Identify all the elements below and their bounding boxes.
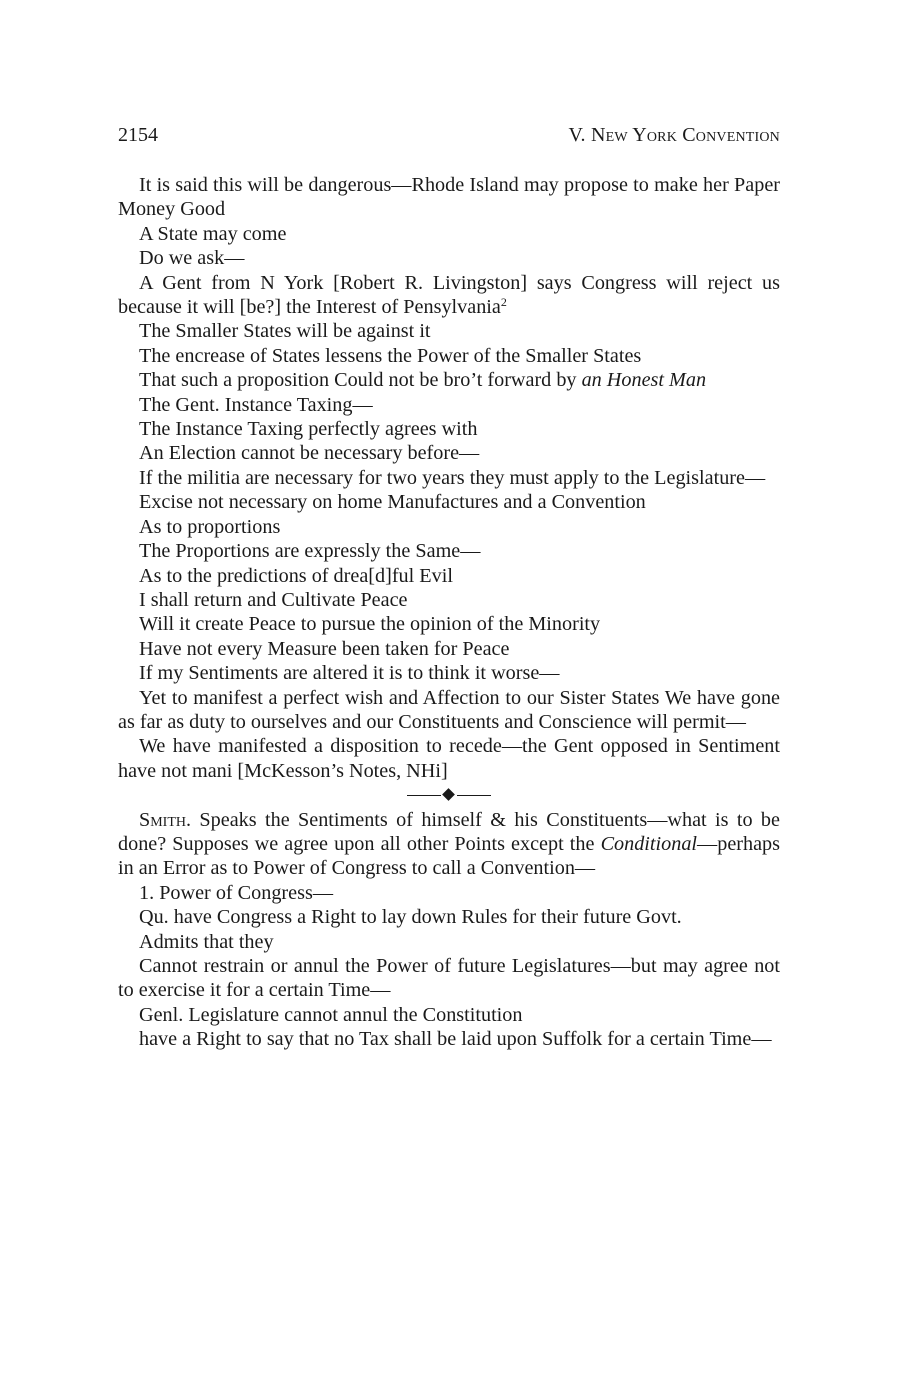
paragraph bbox=[118, 808, 780, 881]
paragraph-text: A Gent from N York [Robert R. Livingston] says Congress will reject us because it will [be?] the Interest of Pensylvania bbox=[118, 271, 780, 319]
paragraph: have a Right to say that no Tax shall be laid upon Suffolk for a certain Time— bbox=[139, 1028, 772, 1051]
paragraph: A State may come bbox=[139, 222, 287, 245]
divider-rule-right bbox=[457, 795, 491, 796]
paragraph: The Gent. Instance Taxing— bbox=[139, 393, 373, 416]
section-title: V. New York Convention bbox=[568, 124, 780, 146]
paragraph-text: —perhaps in an Error as to Power of Congress to call a Convention— bbox=[118, 832, 780, 880]
paragraph: It is said this will be dangerous—Rhode Island may propose to make her Paper Money Good bbox=[118, 174, 780, 221]
paragraph: Genl. Legislature cannot annul the Constitution bbox=[139, 1003, 523, 1026]
paragraph: As to proportions bbox=[139, 515, 281, 538]
divider-rule-left bbox=[407, 795, 441, 796]
paragraph: Do we ask— bbox=[139, 247, 245, 270]
paragraph: Qu. have Congress a Right to lay down Rules for their future Govt. bbox=[139, 906, 682, 929]
paragraph: I shall return and Cultivate Peace bbox=[139, 588, 408, 611]
paragraph: An Election cannot be necessary before— bbox=[139, 442, 480, 465]
paragraph: If my Sentiments are altered it is to think it worse— bbox=[139, 662, 560, 685]
paragraph: Yet to manifest a perfect wish and Affection to our Sister States We have gone as far as duty to ourselves and our Constituents and Conscience will permit— bbox=[118, 686, 780, 733]
paragraph: We have manifested a disposition to recede—the Gent opposed in Sentiment have not mani [McKesson’s Notes, NHi] bbox=[118, 735, 780, 782]
page-number: 2154 bbox=[118, 124, 158, 146]
paragraph: The Smaller States will be against it bbox=[139, 320, 431, 343]
paragraph: If the militia are necessary for two years they must apply to the Legislature— bbox=[139, 466, 766, 489]
paragraph: Have not every Measure been taken for Peace bbox=[139, 637, 510, 660]
paragraph: Cannot restrain or annul the Power of future Legislatures—but may agree not to exercise it for a certain Time— bbox=[118, 954, 780, 1002]
paragraph: The Instance Taxing perfectly agrees with bbox=[139, 418, 478, 441]
paragraph: Will it create Peace to pursue the opinion of the Minority bbox=[139, 613, 601, 636]
paragraph: As to the predictions of drea[d]ful Evil bbox=[139, 564, 453, 587]
paragraph: Excise not necessary on home Manufactures and a Convention bbox=[139, 491, 646, 514]
paragraph bbox=[118, 271, 780, 320]
paragraph-text: . Speaks the Sentiments of himself & his Constituents—what is to be done? Supposes we agree upon all other Points except the bbox=[118, 808, 780, 855]
italic-text: an Honest Man bbox=[581, 369, 707, 392]
section-divider-ornament bbox=[118, 783, 780, 807]
paragraph: Admits that they bbox=[139, 930, 274, 953]
paragraph: The Proportions are expressly the Same— bbox=[139, 540, 481, 563]
paragraph: 1. Power of Congress— bbox=[139, 881, 334, 904]
paragraph: The encrease of States lessens the Power of the Smaller States bbox=[139, 344, 642, 367]
paragraph bbox=[118, 368, 780, 392]
speaker-name: Smith bbox=[139, 808, 186, 831]
body-text bbox=[118, 173, 780, 1052]
running-head bbox=[118, 124, 780, 150]
paragraph-text: That such a proposition Could not be bro’t forward by bbox=[139, 369, 582, 392]
footnote-reference: 2 bbox=[500, 295, 507, 310]
diamond-icon bbox=[442, 788, 455, 801]
italic-text: Conditional bbox=[600, 832, 698, 855]
